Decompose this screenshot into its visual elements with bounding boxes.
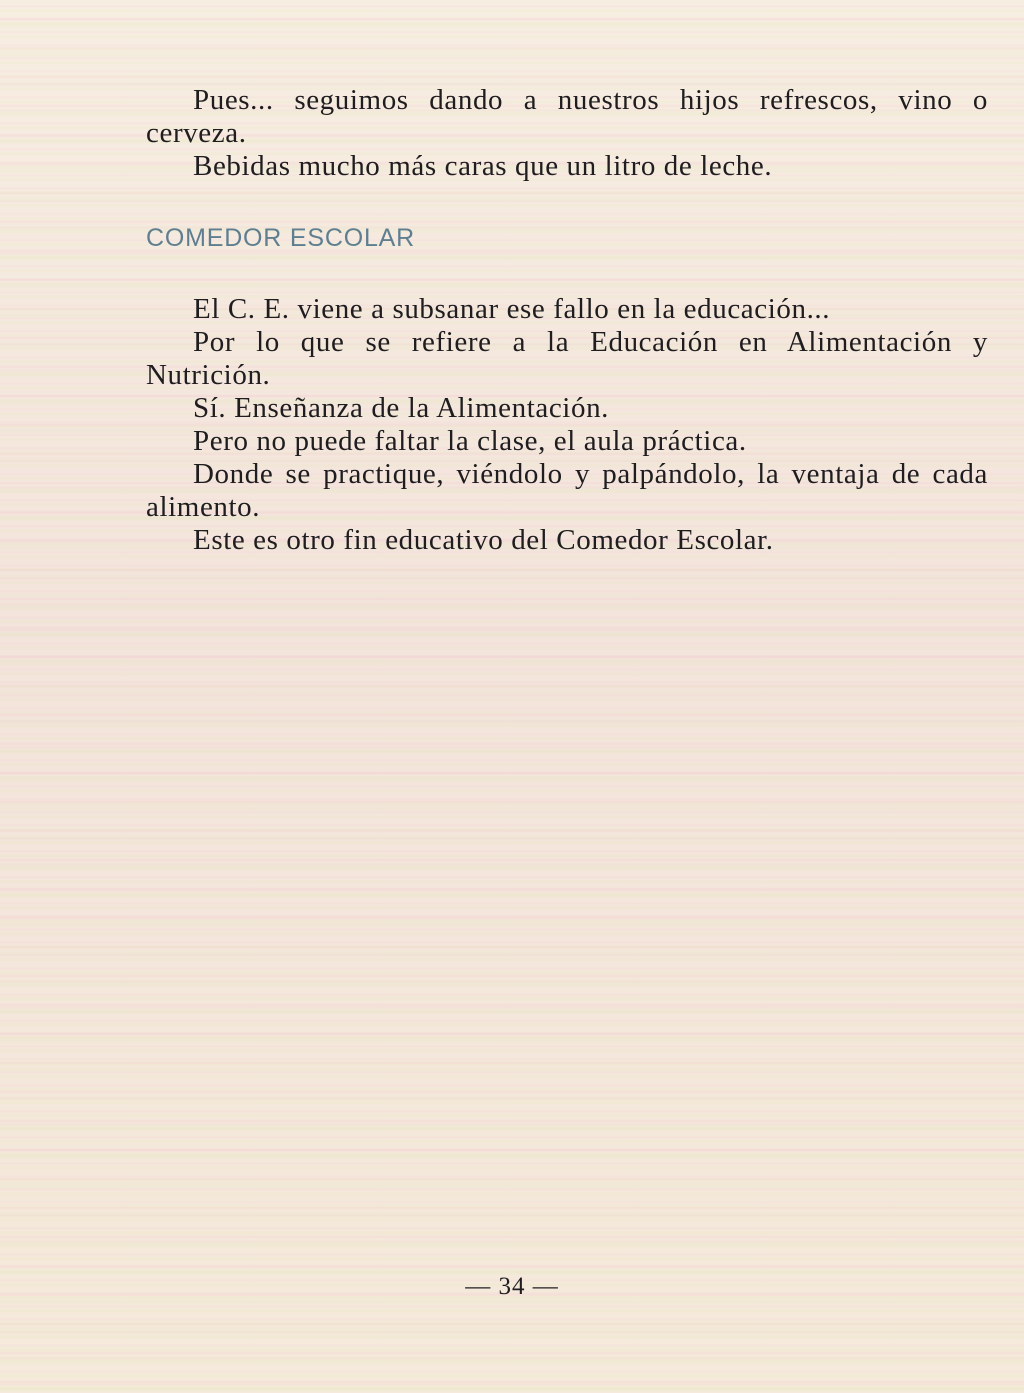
intro-text-block bbox=[146, 84, 988, 183]
section-text-block bbox=[146, 293, 988, 557]
paragraph: El C. E. viene a subsanar ese fallo en la educación... bbox=[193, 293, 831, 325]
paragraph: Donde se practique, viéndolo y palpándolo, la ventaja de cada alimento. bbox=[146, 458, 988, 523]
paragraph: Pero no puede faltar la clase, el aula práctica. bbox=[193, 425, 747, 457]
section-heading: COMEDOR ESCOLAR bbox=[146, 224, 415, 252]
paragraph: Sí. Enseñanza de la Alimentación. bbox=[193, 392, 610, 424]
paragraph: Pues... seguimos dando a nuestros hijos refrescos, vino o cerveza. bbox=[146, 84, 988, 149]
paragraph: Este es otro fin educativo del Comedor Escolar. bbox=[193, 524, 774, 556]
paragraph: Por lo que se refiere a la Educación en Alimentación y Nutrición. bbox=[146, 326, 988, 391]
page-number: — 34 — bbox=[465, 1273, 559, 1300]
paragraph: Bebidas mucho más caras que un litro de leche. bbox=[193, 150, 773, 182]
